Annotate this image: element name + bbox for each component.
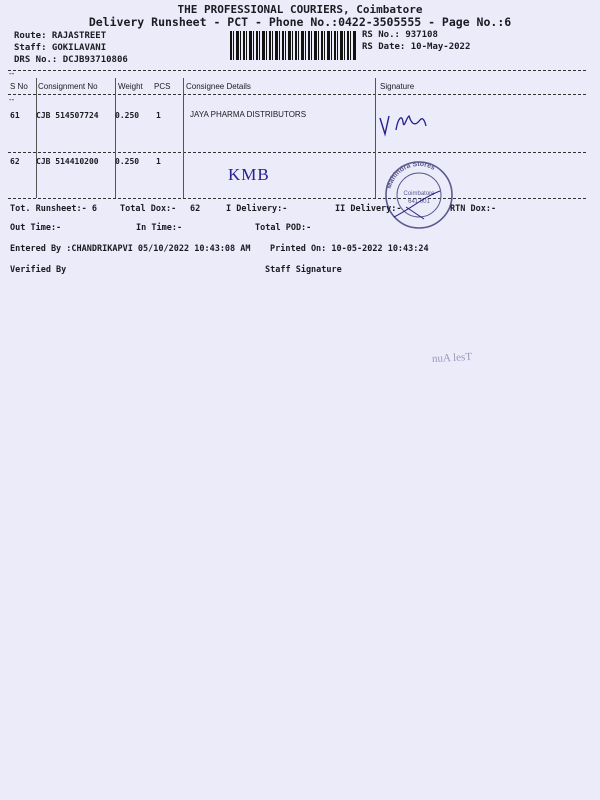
total-dox-value: 62 [190, 204, 201, 214]
ii-delivery: II Delivery:- [335, 204, 402, 214]
barcode [230, 31, 356, 60]
header-bottom-rule [8, 94, 586, 95]
row-61-weight: 0.250 [115, 111, 140, 120]
row-62-weight: 0.250 [115, 157, 140, 166]
column-line [115, 78, 116, 198]
company-title: THE PROFESSIONAL COURIERS, Coimbatore [177, 3, 423, 16]
row-62-pcs: 1 [156, 157, 161, 166]
entered-by: Entered By :CHANDRIKAPVI 05/10/2022 10:43:08 AM [10, 244, 251, 254]
row-61-sno: 61 [10, 111, 20, 120]
verified-by: Verified By [10, 265, 67, 275]
i-delivery: I Delivery:- [226, 204, 288, 214]
col-header-consignee: Consignee Details [186, 82, 251, 91]
route-label: Route: RAJASTREET [14, 31, 107, 41]
col-header-consignment: Consignment No [38, 82, 98, 91]
column-line [36, 78, 37, 198]
staff-signature: Staff Signature [265, 265, 342, 275]
stamp-bottom-text: 641 001 [408, 199, 430, 205]
row-divider-rule [8, 152, 586, 153]
total-dox-label: Total Dox:- [120, 204, 177, 214]
rule-dashes: -- [9, 95, 15, 104]
total-pod: Total POD:- [255, 223, 312, 233]
tot-runsheet: Tot. Runsheet:- 6 [10, 204, 97, 214]
rs-date: RS Date: 10-May-2022 [362, 42, 471, 52]
row-61-consignee: JAYA PHARMA DISTRIBUTORS [190, 110, 307, 119]
stamp-top-text: Mahindra Stores [385, 160, 437, 190]
row-62-consignment: CJB 514410200 [36, 157, 99, 166]
printed-on: Printed On: 10-05-2022 10:43:24 [270, 244, 429, 254]
column-line [375, 78, 376, 198]
col-header-signature: Signature [380, 82, 415, 91]
column-line [183, 78, 184, 198]
signature-vk [376, 108, 432, 138]
table-top-rule [8, 70, 586, 71]
out-time: Out Time:- [10, 223, 62, 233]
row-62-sno: 62 [10, 157, 20, 166]
col-header-pcs: PCS [154, 82, 171, 91]
rule-dashes: -- [9, 69, 15, 78]
in-time: In Time:- [136, 223, 183, 233]
rs-number: RS No.: 937108 [362, 30, 438, 40]
staff-label: Staff: GOKILAVANI [14, 43, 107, 53]
company-stamp [380, 157, 458, 229]
row-61-consignment: CJB 514507724 [36, 111, 99, 120]
runsheet-subtitle: Delivery Runsheet - PCT - Phone No.:0422-3505555 - Page No.:6 [88, 15, 512, 29]
col-header-sno: S No [10, 82, 28, 91]
faint-bleed-text: nuA lesT [431, 350, 473, 366]
stamp-middle-text: Coimbatore [403, 191, 435, 197]
drs-number: DRS No.: DCJB93710806 [14, 55, 128, 65]
signature-kmb: KMB [228, 165, 270, 184]
rtn-dox: RTN Dox:- [450, 204, 497, 214]
table-bottom-rule [8, 198, 586, 199]
col-header-weight: Weight [118, 82, 143, 91]
row-61-pcs: 1 [156, 111, 161, 120]
